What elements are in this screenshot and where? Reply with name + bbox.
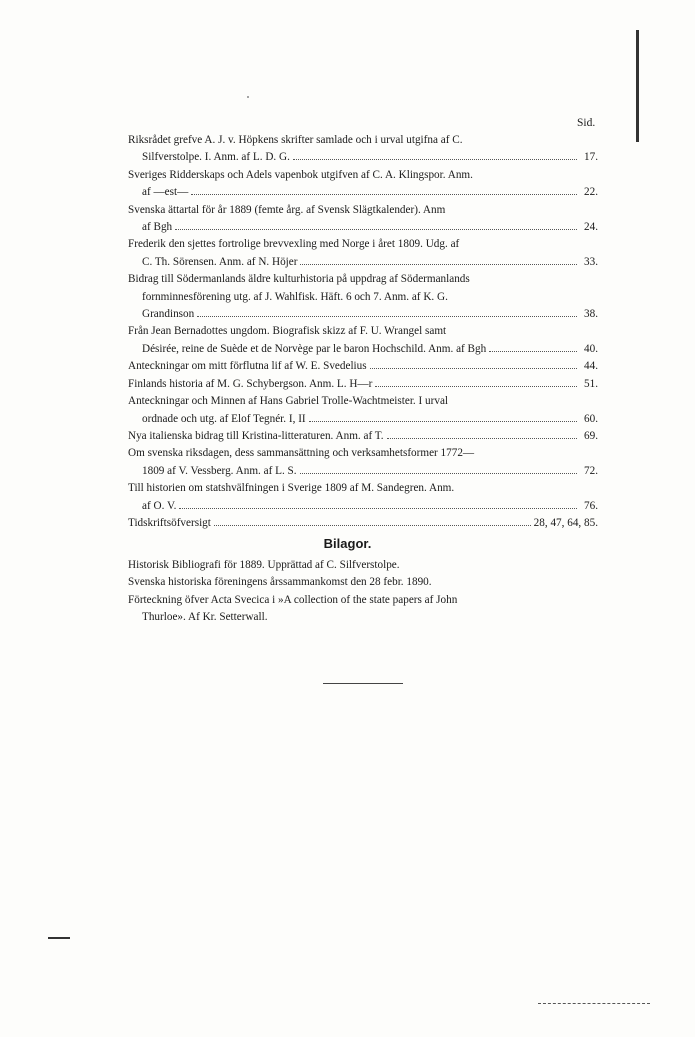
leader-dots xyxy=(370,367,577,369)
toc-entry xyxy=(128,271,598,323)
leader-dots xyxy=(191,193,577,195)
toc-entry xyxy=(128,202,598,237)
leader-dots xyxy=(293,158,577,160)
binding-edge-mark xyxy=(636,30,639,142)
toc-entry-last-line xyxy=(128,428,598,445)
toc-page-number: 24. xyxy=(584,221,598,234)
toc-entry-last-line xyxy=(128,358,598,375)
toc-page-number: 60. xyxy=(584,412,598,425)
toc-entry-text: af O. V. xyxy=(142,499,177,512)
toc-entry-text: C. Th. Sörensen. Anm. af N. Höjer xyxy=(142,255,298,268)
section-rule xyxy=(323,683,403,684)
leader-dots xyxy=(309,420,577,422)
toc-entry-last-line xyxy=(128,219,598,236)
toc-entry-text: Désirée, reine de Suède et de Norvège par le baron Hochschild. Anm. af Bgh xyxy=(142,342,487,355)
toc-entry-line: Frederik den sjettes fortrolige brevvexling med Norge i året 1809. Udg. af xyxy=(128,238,460,251)
toc-entry-last-line xyxy=(128,149,598,166)
toc-entry xyxy=(128,132,598,167)
toc-page-number: 76. xyxy=(584,499,598,512)
toc-entry xyxy=(128,358,598,375)
toc-entry-text: 1809 af V. Vessberg. Anm. af L. S. xyxy=(142,464,297,477)
leader-dots xyxy=(300,472,577,474)
bilagor-item: Förteckning öfver Acta Svecica i »A collection of the state papers af John xyxy=(128,593,458,606)
toc-entry-text: Nya italienska bidrag till Kristina-litteraturen. Anm. af T. xyxy=(128,429,384,442)
toc-page-number: 38. xyxy=(584,308,598,321)
toc-page-number: 33. xyxy=(584,255,598,268)
leader-dots xyxy=(179,507,577,509)
leader-dots xyxy=(197,315,577,317)
toc-page-number: 72. xyxy=(584,464,598,477)
toc-entry-text: ordnade och utg. af Elof Tegnér. I, II xyxy=(142,412,306,425)
toc-entry-text: Grandinson xyxy=(142,308,195,321)
toc-entry xyxy=(128,515,598,532)
leader-dots xyxy=(489,350,577,352)
toc-entry-last-line xyxy=(128,254,598,271)
toc-entry-line: Sveriges Ridderskaps och Adels vapenbok utgifven af C. A. Klingspor. Anm. xyxy=(128,168,473,181)
toc-entry-line: Om svenska riksdagen, dess sammansättning och verksamhetsformer 1772— xyxy=(128,447,475,460)
table-of-contents xyxy=(128,132,598,532)
toc-entry-text: Finlands historia af M. G. Schybergson. Anm. L. H—r xyxy=(128,377,373,390)
footer-rule xyxy=(538,1003,650,1005)
toc-page-number: 69. xyxy=(584,429,598,442)
leader-dots xyxy=(375,385,577,387)
toc-entry xyxy=(128,167,598,202)
toc-entry xyxy=(128,480,598,515)
toc-entry-text: Tidskriftsöfversigt xyxy=(128,516,211,529)
toc-entry-text: Silfverstolpe. I. Anm. af L. D. G. xyxy=(142,151,290,164)
toc-page-number: 22. xyxy=(584,186,598,199)
toc-entry-line: Från Jean Bernadottes ungdom. Biografisk skizz af F. U. Wrangel samt xyxy=(128,325,447,338)
bilagor-heading: Bilagor. xyxy=(323,536,372,551)
toc-entry xyxy=(128,393,598,428)
bilagor-list xyxy=(128,557,598,627)
toc-entry-last-line xyxy=(128,306,598,323)
toc-page-number: 51. xyxy=(584,377,598,390)
bilagor-item: Thurloe». Af Kr. Setterwall. xyxy=(142,611,268,624)
bilagor-item: Svenska historiska föreningens årssammankomst den 28 febr. 1890. xyxy=(128,576,432,589)
toc-entry xyxy=(128,428,598,445)
toc-entry-last-line xyxy=(128,411,598,428)
toc-entry xyxy=(128,445,598,480)
toc-entry-last-line xyxy=(128,376,598,393)
toc-entry-line: Anteckningar och Minnen af Hans Gabriel Trolle-Wachtmeister. I urval xyxy=(128,395,449,408)
toc-entry-text: af —est— xyxy=(142,186,189,199)
toc-entry-line: fornminnesförening utg. af J. Wahlfisk. Häft. 6 och 7. Anm. af K. G. xyxy=(142,290,448,303)
toc-entry-last-line xyxy=(128,184,598,201)
toc-entry xyxy=(128,376,598,393)
leader-dots xyxy=(300,263,577,265)
toc-entry xyxy=(128,323,598,358)
toc-page-number: 28, 47, 64, 85. xyxy=(533,516,598,529)
toc-entry-text: af Bgh xyxy=(142,221,173,234)
toc-entry-text: Anteckningar om mitt förflutna lif af W. E. Svedelius xyxy=(128,360,367,373)
toc-entry-line: Riksrådet grefve A. J. v. Höpkens skrifter samlade och i urval utgifna af C. xyxy=(128,134,463,146)
toc-entry-last-line xyxy=(128,463,598,480)
toc-page-number: 40. xyxy=(584,342,598,355)
margin-mark xyxy=(48,937,70,939)
toc-entry xyxy=(128,236,598,271)
toc-entry-last-line xyxy=(128,498,598,515)
speck-mark xyxy=(247,96,249,98)
toc-entry-line: Bidrag till Södermanlands äldre kulturhistoria på uppdrag af Södermanlands xyxy=(128,273,470,286)
leader-dots xyxy=(175,228,577,230)
toc-page-number: 17. xyxy=(584,151,598,164)
leader-dots xyxy=(214,524,531,526)
leader-dots xyxy=(387,437,577,439)
toc-entry-last-line xyxy=(128,515,598,532)
toc-entry-line: Till historien om statshvälfningen i Sverige 1809 af M. Sandegren. Anm. xyxy=(128,482,455,495)
bilagor-item: Historisk Bibliografi för 1889. Upprättad af C. Silfverstolpe. xyxy=(128,559,400,571)
toc-page-number: 44. xyxy=(584,360,598,373)
toc-entry-last-line xyxy=(128,341,598,358)
toc-entry-line: Svenska ättartal för år 1889 (femte årg. af Svensk Slägtkalender). Anm xyxy=(128,203,446,216)
page-column-label: Sid. xyxy=(577,117,596,129)
